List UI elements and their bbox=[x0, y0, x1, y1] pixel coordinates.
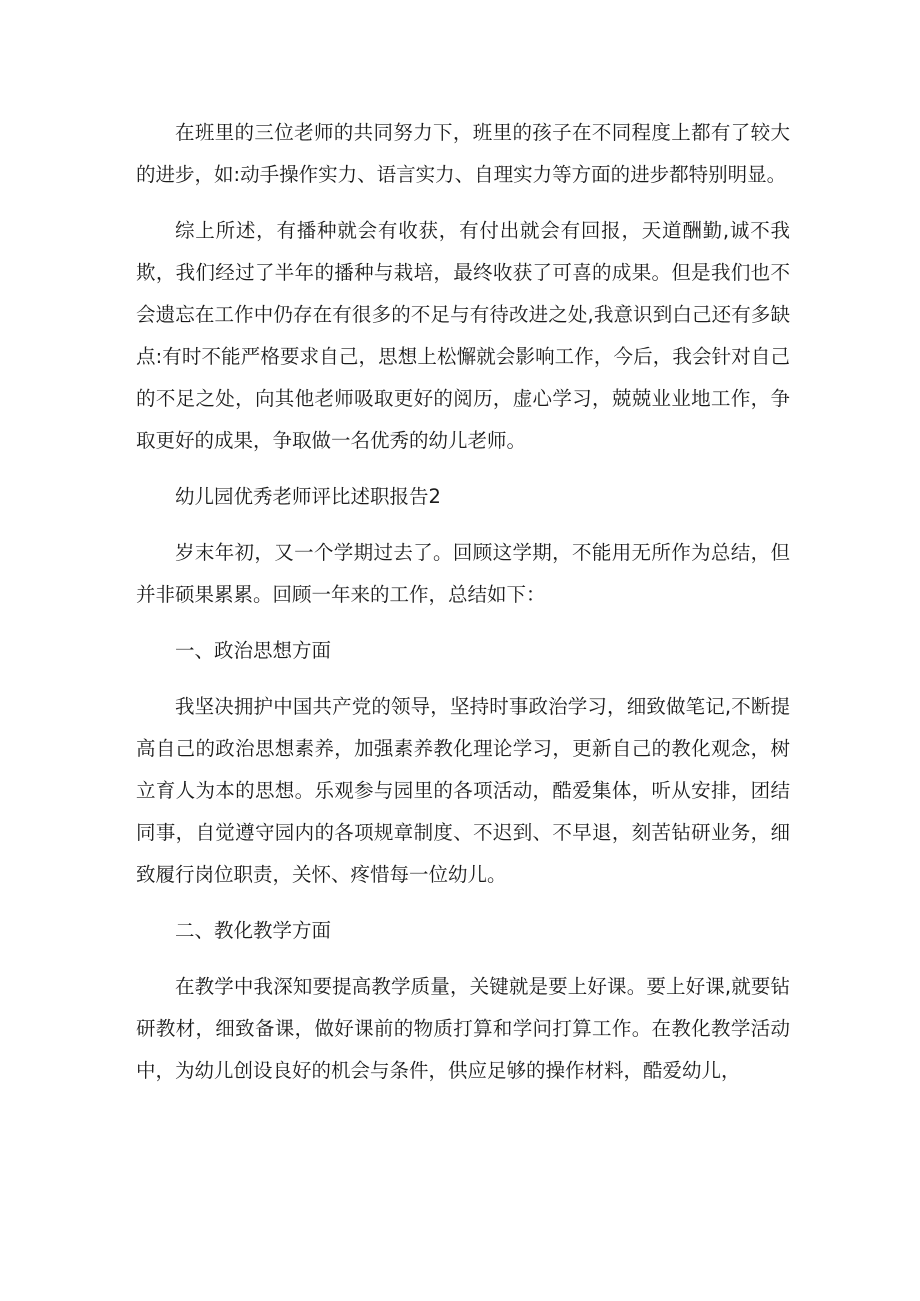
paragraph-teaching: 在教学中我深知要提高教学质量，关键就是要上好课。要上好课,就要钻研教材，细致备课，做好课前的物质打算和学问打算工作。在教化教学活动中，为幼儿创设良好的机会与条件，供应足够的操作材料，酷爱幼儿， bbox=[136, 975, 790, 1082]
section-heading-teaching: 二、教化教学方面 bbox=[175, 919, 332, 942]
document-body bbox=[136, 112, 790, 1106]
report-title: 幼儿园优秀老师评比述职报告2 bbox=[175, 485, 441, 508]
paragraph-summary: 综上所述，有播种就会有收获，有付出就会有回报，天道酬勤,诚不我欺，我们经过了半年的播种与栽培，最终收获了可喜的成果。但是我们也不会遗忘在工作中仍存在有很多的不足与有待改进之处,我意识到白己还有多缺点:有时不能严格要求自己，思想上松懈就会影响工作，今后，我会针对自己的不足之处，向其他老师吸取更好的阅历，虚心学习，兢兢业业地工作，争取更好的成果，争取做一名优秀的幼儿老师。 bbox=[136, 219, 790, 452]
paragraph-teacher-effort: 在班里的三位老师的共同努力下，班里的孩子在不同程度上都有了较大的进步，如:动手操作实力、语言实力、自理实力等方面的进步都特别明显。 bbox=[136, 121, 790, 186]
paragraph-intro: 岁末年初，又一个学期过去了。回顾这学期，不能用无所作为总结，但并非硕果累累。回顾一年来的工作，总结如下： bbox=[136, 541, 790, 606]
section-heading-politics: 一、政治思想方面 bbox=[175, 639, 332, 662]
paragraph-politics: 我坚决拥护中国共产党的领导，坚持时事政治学习，细致做笔记,不断提高自己的政治思想素养，加强素养教化理论学习，更新自己的教化观念，树立育人为本的思想。乐观参与园里的各项活动，酷爱集体，听从安排，团结同事，自觉遵守园内的各项规章制度、不迟到、不早退，刻苦钻研业务，细致履行岗位职责，关怀、疼惜每一位幼儿。 bbox=[136, 695, 790, 886]
